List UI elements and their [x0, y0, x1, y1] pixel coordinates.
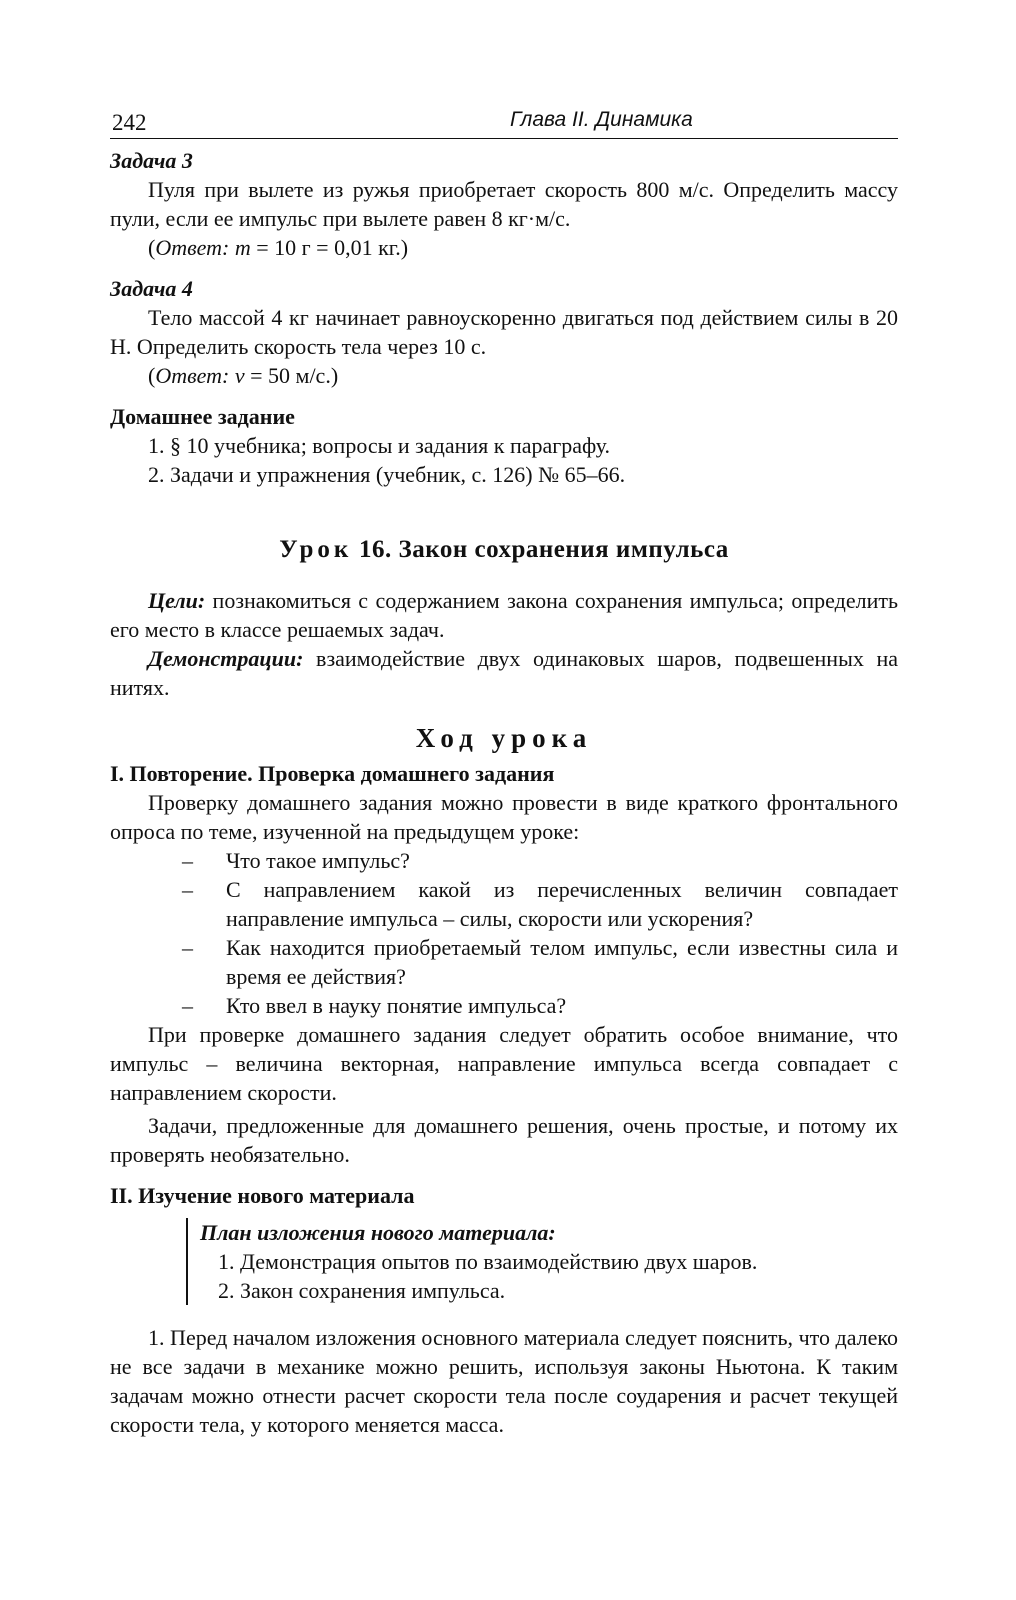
plan-title: План изложения нового материала: [200, 1220, 556, 1245]
homework-item-2: 2. Задачи и упражнения (учебник, с. 126) № 65–66. [148, 462, 626, 487]
question-item: – Кто ввел в науку понятие импульса? [182, 993, 567, 1018]
page-header [110, 106, 898, 139]
lesson-title [110, 535, 898, 564]
task4-answer: (Ответ: v = 50 м/с.) [148, 363, 339, 388]
paragraph-vector: При проверке домашнего задания следует обратить особое внимание, что импульс – величина векторная, направление импульса всегда совпадает с направлением скорости. [110, 1022, 898, 1105]
course-title: Ход урока [415, 723, 593, 753]
task3-answer-label: Ответ: [155, 235, 230, 260]
task3-text: Пуля при вылете из ружья приобретает скорость 800 м/с. Определить массу пули, если ее импульс при вылете равен 8 кг·м/с. [110, 177, 898, 231]
page-content [110, 146, 898, 1439]
task3-answer: (Ответ: m = 10 г = 0,01 кг.) [148, 235, 409, 260]
plan-item: 1. Демонстрация опытов по взаимодействию двух шаров. [218, 1249, 758, 1274]
question-item: – С направлением какой из перечисленных величин совпадает направление импульса – силы, скорости или ускорения? [182, 877, 898, 931]
task4-answer-label: Ответ: [155, 363, 230, 388]
task3-answer-var: m [234, 235, 251, 260]
running-title: Глава II. Динамика [510, 108, 693, 131]
task4-title: Задача 4 [110, 276, 193, 301]
homework-item-1: 1. § 10 учебника; вопросы и задания к параграфу. [148, 433, 611, 458]
task4-answer-value: = 50 м/с.) [244, 363, 339, 388]
plan-item: 2. Закон сохранения импульса. [218, 1278, 506, 1303]
page-number: 242 [112, 110, 147, 135]
lesson-goals [110, 586, 898, 644]
plan-box [186, 1218, 898, 1305]
question-item: – Как находится приобретаемый телом импульс, если известны сила и время ее действия? [182, 935, 898, 989]
task4-text: Тело массой 4 кг начинает равноускоренно двигаться под действием силы в 20 Н. Определить скорость тела через 10 с. [110, 305, 898, 359]
lesson-prefix: Урок [279, 536, 353, 563]
section2-title: II. Изучение нового материала [110, 1183, 415, 1208]
task3-title: Задача 3 [110, 148, 193, 173]
section1-title: I. Повторение. Проверка домашнего задания [110, 761, 555, 786]
homework-title: Домашнее задание [110, 404, 295, 429]
section1-intro: Проверку домашнего задания можно провести в виде краткого фронтального опроса по теме, изученной на предыдущем уроке: [110, 790, 898, 844]
lesson-demos [110, 644, 898, 702]
goals-text: познакомиться с содержанием закона сохранения импульса; определить его место в классе решаемых задач. [110, 588, 898, 642]
paragraph-newton: 1. Перед началом изложения основного материала следует пояснить, что далеко не все задачи в механике можно решить, используя законы Ньютона. К таким задачам можно отнести расчет скорости тела после соударения и расчет текущей скорости тела, у которого меняется масса. [110, 1325, 898, 1437]
question-item: – Что такое импульс? [182, 848, 410, 873]
goals-label: Цели: [148, 588, 206, 613]
task4-answer-var: v [234, 363, 245, 388]
demo-text: взаимодействие двух одинаковых шаров, подвешенных на нитях. [110, 646, 898, 700]
task3-answer-value: = 10 г = 0,01 кг.) [250, 235, 409, 260]
lesson-title-text: 16. Закон сохранения импульса [352, 536, 729, 563]
demo-label: Демонстрации: [148, 646, 304, 671]
paragraph-simple-tasks: Задачи, предложенные для домашнего решения, очень простые, и потому их проверять необязательно. [110, 1113, 898, 1167]
question-list [110, 846, 898, 1020]
